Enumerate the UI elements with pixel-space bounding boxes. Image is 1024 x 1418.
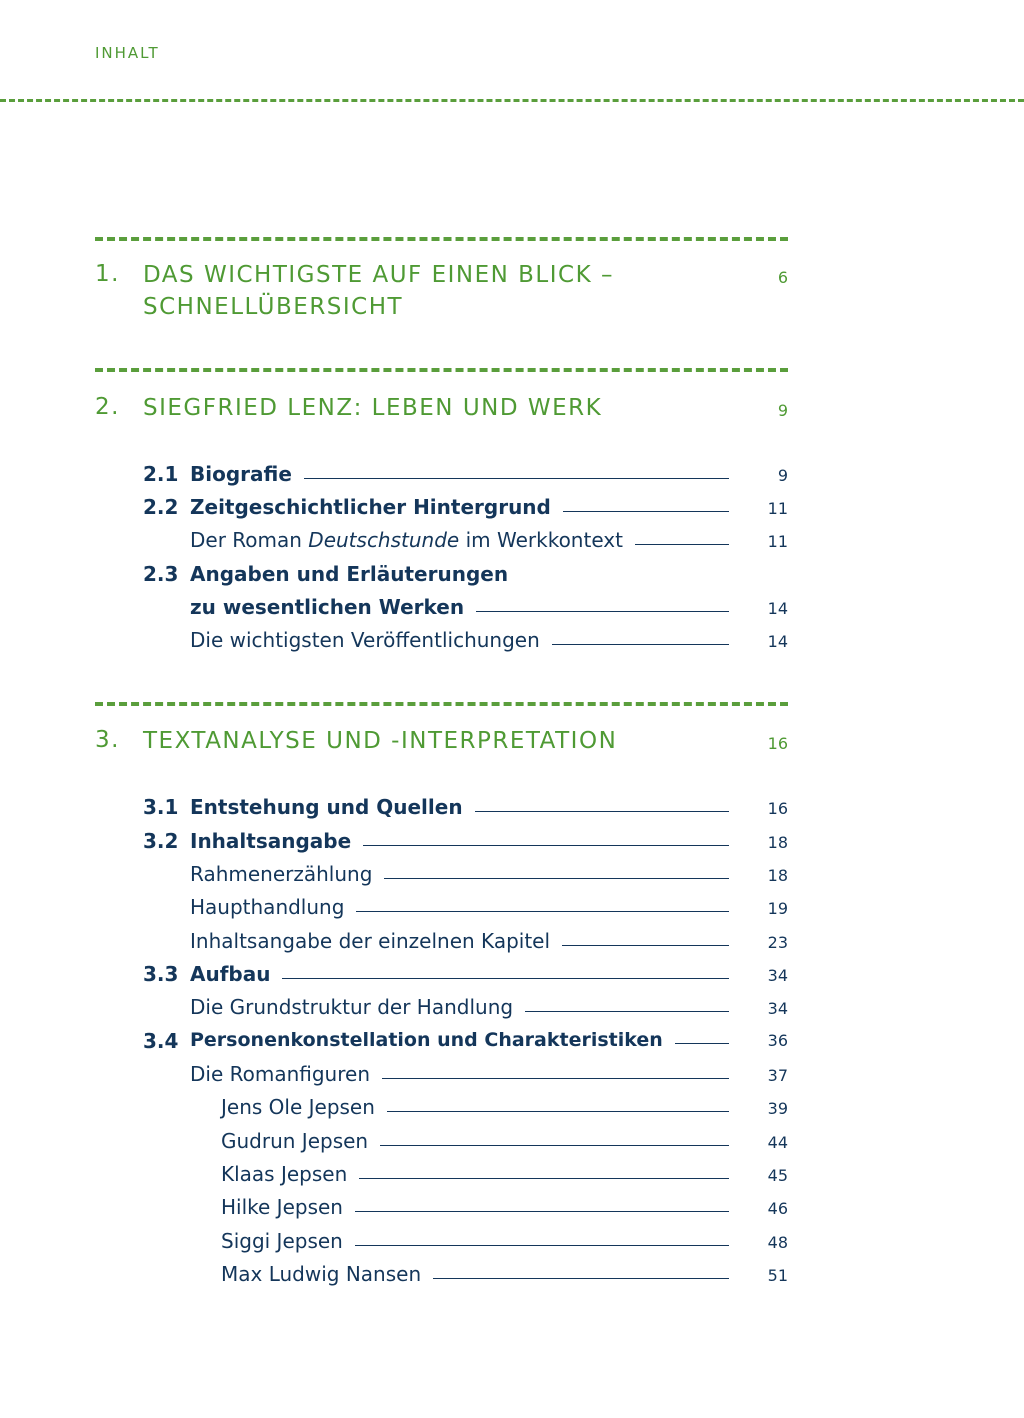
- toc-entry[interactable]: [221, 1229, 788, 1259]
- section-number: 2.: [95, 394, 120, 420]
- entry-label: Klaas Jepsen: [221, 1162, 348, 1186]
- entry-label: Der Roman Deutschstunde im Werkkontext: [190, 528, 623, 552]
- toc-entry[interactable]: [143, 462, 788, 492]
- entry-page-number: 19: [767, 899, 788, 918]
- toc-entry[interactable]: [143, 795, 788, 825]
- entry-label: Aufbau: [190, 962, 271, 986]
- toc-entry[interactable]: [143, 829, 788, 859]
- dot-leader: [675, 1043, 729, 1044]
- entry-number: 3.2: [143, 829, 179, 853]
- entry-number: 2.2: [143, 495, 179, 519]
- entry-number: 3.3: [143, 962, 179, 986]
- section-number: 1.: [95, 261, 120, 287]
- section-title-line: TEXTANALYSE UND -INTERPRETATION: [143, 728, 618, 754]
- entry-label: Angaben und Erläuterungen: [190, 562, 509, 586]
- entry-label: Inhaltsangabe: [190, 829, 352, 853]
- toc-entry[interactable]: [190, 595, 788, 625]
- entry-label: Siggi Jepsen: [221, 1229, 343, 1253]
- toc-entry[interactable]: [221, 1095, 788, 1125]
- dot-leader: [552, 644, 729, 645]
- entry-label: Die Romanfiguren: [190, 1062, 370, 1086]
- dot-leader: [635, 544, 729, 545]
- section-number: 3.: [95, 727, 120, 753]
- section-title[interactable]: [143, 259, 703, 323]
- dot-leader: [433, 1278, 729, 1279]
- dot-leader: [304, 478, 729, 479]
- section-page-number: 16: [767, 734, 788, 753]
- entry-page-number: 11: [767, 532, 788, 551]
- entry-label: Haupthandlung: [190, 895, 345, 919]
- dot-leader: [562, 945, 729, 946]
- entry-label: Hilke Jepsen: [221, 1195, 343, 1219]
- section-title[interactable]: [143, 392, 703, 424]
- dot-leader: [363, 845, 729, 846]
- entry-page-number: 48: [767, 1233, 788, 1252]
- section-title-line: SIEGFRIED LENZ: LEBEN UND WERK: [143, 395, 603, 421]
- dot-leader: [563, 511, 729, 512]
- page-label: INHALT: [95, 44, 160, 62]
- entry-label: Zeitgeschichtlicher Hintergrund: [190, 495, 551, 519]
- entry-label: Jens Ole Jepsen: [221, 1095, 375, 1119]
- toc-entry[interactable]: [190, 995, 788, 1025]
- section-title-line: SCHNELLÜBERSICHT: [143, 294, 404, 320]
- entry-label: Inhaltsangabe der einzelnen Kapitel: [190, 929, 551, 953]
- toc-entry[interactable]: [221, 1262, 788, 1292]
- entry-page-number: 51: [767, 1266, 788, 1285]
- section-divider: [95, 237, 788, 241]
- entry-label: Die wichtigsten Veröffentlichungen: [190, 628, 540, 652]
- entry-page-number: 34: [767, 999, 788, 1018]
- entry-label: Biografie: [190, 462, 292, 486]
- toc-entry[interactable]: [143, 1029, 788, 1059]
- header-divider: [0, 99, 1024, 102]
- entry-page-number: 11: [767, 499, 788, 518]
- entry-label: Entstehung und Quellen: [190, 795, 463, 819]
- entry-page-number: 14: [767, 599, 788, 618]
- toc-entry[interactable]: [221, 1129, 788, 1159]
- entry-page-number: 14: [767, 632, 788, 651]
- dot-leader: [382, 1078, 729, 1079]
- dot-leader: [476, 611, 729, 612]
- entry-label: Rahmenerzählung: [190, 862, 373, 886]
- dot-leader: [282, 978, 729, 979]
- dot-leader: [387, 1111, 729, 1112]
- toc-entry[interactable]: [190, 628, 788, 658]
- dot-leader: [384, 878, 729, 879]
- entry-page-number: 18: [767, 866, 788, 885]
- entry-page-number: 36: [767, 1031, 788, 1050]
- entry-page-number: 18: [767, 833, 788, 852]
- toc-entry[interactable]: [143, 495, 788, 525]
- toc-entry[interactable]: [190, 895, 788, 925]
- entry-label: zu wesentlichen Werken: [190, 595, 465, 619]
- entry-number: 2.1: [143, 462, 179, 486]
- section-page-number: 6: [777, 268, 788, 287]
- toc-entry[interactable]: [221, 1195, 788, 1225]
- section-page-number: 9: [777, 401, 788, 420]
- dot-leader: [355, 1245, 729, 1246]
- entry-page-number: 34: [767, 966, 788, 985]
- section-divider: [95, 368, 788, 372]
- entry-number: 3.4: [143, 1029, 179, 1053]
- dot-leader: [359, 1178, 729, 1179]
- entry-page-number: 44: [767, 1133, 788, 1152]
- entry-label: Max Ludwig Nansen: [221, 1262, 422, 1286]
- toc-entry[interactable]: [190, 1062, 788, 1092]
- entry-page-number: 37: [767, 1066, 788, 1085]
- toc-entry[interactable]: [143, 962, 788, 992]
- toc-entry[interactable]: [190, 862, 788, 892]
- dot-leader: [525, 1011, 729, 1012]
- section-title-line: DAS WICHTIGSTE AUF EINEN BLICK –: [143, 262, 614, 288]
- entry-label: Personenkonstellation und Charakteristiken: [190, 1029, 663, 1051]
- toc-entry[interactable]: [190, 929, 788, 959]
- section-divider: [95, 702, 788, 706]
- entry-page-number: 45: [767, 1166, 788, 1185]
- entry-number: 2.3: [143, 562, 179, 586]
- dot-leader: [355, 1211, 729, 1212]
- section-title[interactable]: [143, 725, 703, 757]
- entry-page-number: 9: [777, 466, 788, 485]
- dot-leader: [380, 1145, 729, 1146]
- toc-entry[interactable]: [221, 1162, 788, 1192]
- entry-page-number: 39: [767, 1099, 788, 1118]
- entry-page-number: 16: [767, 799, 788, 818]
- entry-label: Die Grundstruktur der Handlung: [190, 995, 514, 1019]
- entry-page-number: 23: [767, 933, 788, 952]
- entry-page-number: 46: [767, 1199, 788, 1218]
- dot-leader: [356, 911, 729, 912]
- entry-number: 3.1: [143, 795, 179, 819]
- toc-entry[interactable]: [190, 528, 788, 558]
- toc-entry[interactable]: [143, 562, 788, 592]
- dot-leader: [475, 811, 729, 812]
- entry-label: Gudrun Jepsen: [221, 1129, 369, 1153]
